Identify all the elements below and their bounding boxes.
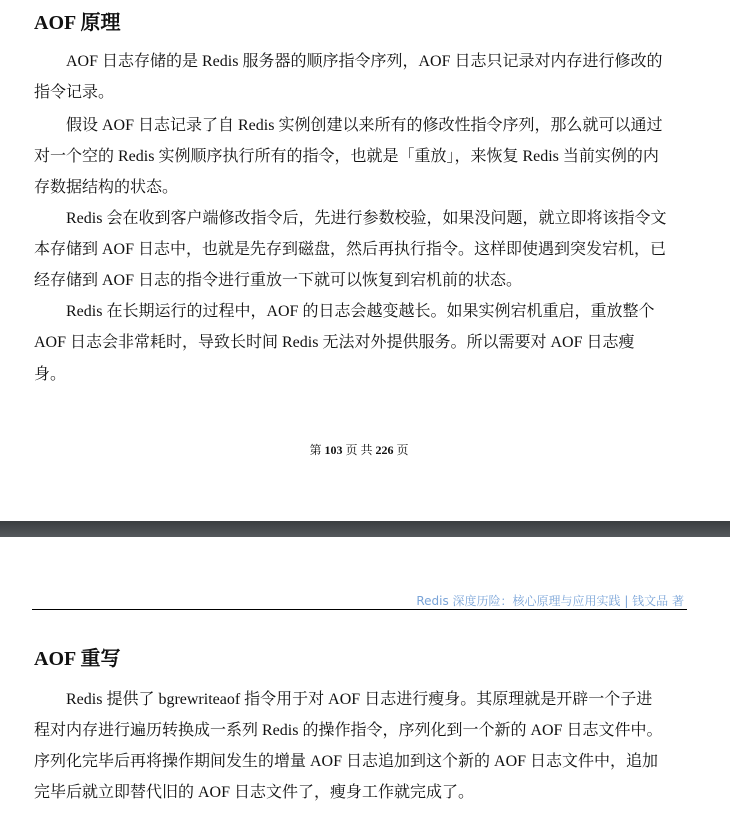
page-number-suffix: 页 <box>396 443 409 457</box>
paragraph-line: 程对内存进行遍历转换成一系列 Redis 的操作指令，序列化到一个新的 AOF 日志文件中。 <box>34 722 663 739</box>
paragraph-line: 序列化完毕后再将操作期间发生的增量 AOF 日志追加到这个新的 AOF 日志文件中，追加 <box>34 753 659 770</box>
paragraph-line: AOF 日志会非常耗时，导致长时间 Redis 无法对外提供服务。所以需要对 AOF 日志瘦 <box>34 334 635 351</box>
paragraph-line: 存数据结构的状态。 <box>34 179 179 196</box>
paragraph-line: 假设 AOF 日志记录了自 Redis 实例创建以来所有的修改性指令序列，那么就可以通过 <box>66 117 663 134</box>
paragraph-line: Redis 提供了 bgrewriteaof 指令用于对 AOF 日志进行瘦身。其原理就是开辟一个子进 <box>66 691 653 708</box>
paragraph-line: 对一个空的 Redis 实例顺序执行所有的指令，也就是「重放」，来恢复 Redis 当前实例的内 <box>34 148 659 165</box>
section-heading: AOF 重写 <box>34 648 121 670</box>
paragraph-line: AOF 日志存储的是 Redis 服务器的顺序指令序列，AOF 日志只记录对内存进行修改的 <box>66 53 663 70</box>
page-number <box>0 441 718 458</box>
header-rule <box>32 609 687 610</box>
total-pages: 226 <box>375 443 394 457</box>
paragraph-line: 经存储到 AOF 日志的指令进行重放一下就可以恢复到宕机前的状态。 <box>34 272 523 289</box>
paragraph-line: 完毕后就立即替代旧的 AOF 日志文件了，瘦身工作就完成了。 <box>34 784 475 801</box>
running-header: Redis 深度历险：核心原理与应用实践 | 钱文品 著 <box>416 594 684 608</box>
current-page: 103 <box>324 443 343 457</box>
paragraph-line: Redis 在长期运行的过程中，AOF 的日志会越变越长。如果实例宕机重启，重放整个 <box>66 303 655 320</box>
section-heading: AOF 原理 <box>34 12 121 34</box>
page-number-middle: 页 共 <box>345 443 373 457</box>
page-number-prefix: 第 <box>309 443 322 457</box>
paragraph-line: 指令记录。 <box>34 84 115 101</box>
paragraph-line: 身。 <box>34 366 67 383</box>
paragraph-line: 本存储到 AOF 日志中，也就是先存到磁盘，然后再执行指令。这样即使遇到突发宕机，已 <box>34 241 667 258</box>
paragraph-line: Redis 会在收到客户端修改指令后，先进行参数校验，如果没问题，就立即将该指令文 <box>66 210 667 227</box>
page-separator <box>0 521 730 537</box>
